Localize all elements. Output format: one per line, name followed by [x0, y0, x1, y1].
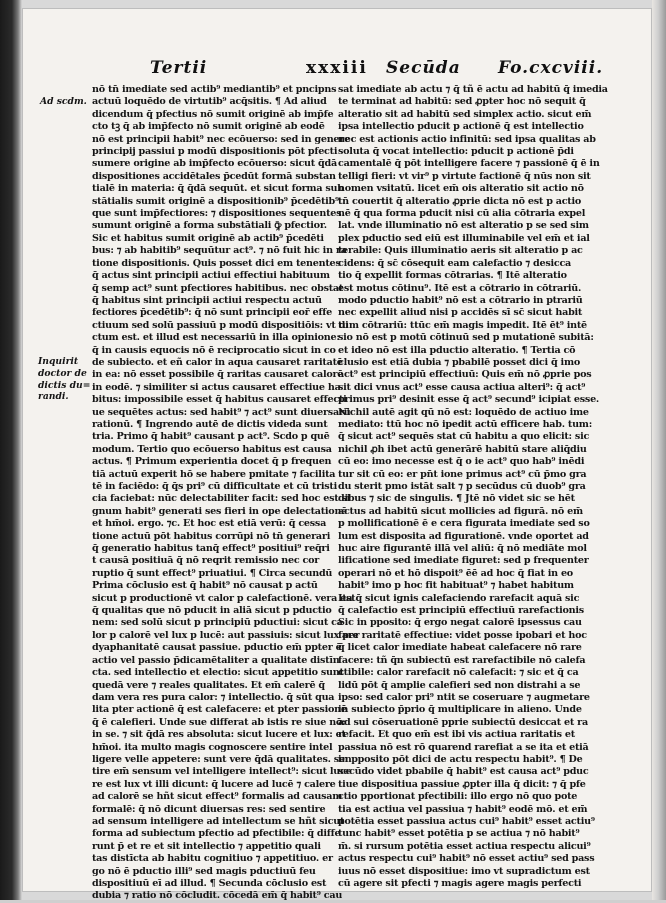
- right-text-column: [338, 84, 616, 890]
- text-line: mediato: ttū hoc nō ipedit actū efficere hab. tum:: [338, 418, 592, 430]
- text-line: lum est disposita ad figurationē. vnde oportet ad: [338, 530, 589, 542]
- text-line: tria. Primo q̄ habit⁹ causant p act⁹. Scdo p quē: [92, 431, 330, 443]
- header-distinction-number: xxxiii: [306, 58, 368, 78]
- text-line: ad sui cōseruationē pprie subiectū desiccat et ra: [338, 716, 588, 728]
- text-line: actuū loquēdo de virtutib⁹ acq̄sitis. ¶ Ad aliud: [92, 96, 327, 108]
- text-line: lor p calorē vel lux p lucē: aut passiuis: sicut lux per: [92, 629, 360, 641]
- text-line: q̄ ē calefieri. Unde sue differat ab istis re siue nō:: [92, 716, 346, 728]
- text-line: refacit. Et quo em̄ est ibi vis actiua raritatis et: [338, 729, 575, 741]
- text-line: facere: tñ q̄n subiectū est rarefactibile nō calefa: [338, 654, 586, 666]
- left-text-column: [92, 84, 360, 903]
- text-line: alteratio sit ad habitū sed simplex actio. sicut em̄: [338, 108, 592, 120]
- text-line: runt p̄ et re et sit intellectio ⁊ appetitio quali: [92, 840, 321, 852]
- text-line: ctio pportionat pfectibili: illo ergo nō quo pote: [338, 791, 578, 803]
- text-line: actus ad habitū sicut mollicies ad figurā. nō em̄: [338, 505, 583, 517]
- text-line: ad calorē se hñt sicut effect⁹ formalis ad causam: [92, 791, 343, 803]
- page-edge: [652, 0, 666, 900]
- text-line: ipsa intellectio pducit p actionē q̄ est intellectio: [338, 121, 584, 133]
- text-line: dispositiones accidētales p̄cedūt formā substan: [92, 170, 336, 182]
- text-line: nichil ꝓh ibet actū generārē habitū stare aliq̄diu: [338, 443, 587, 455]
- text-line: nē q̄ qua forma pducit nisi cū alia cōtraria expel: [338, 208, 586, 220]
- text-line: ctibile: calor rarefacit nō calefacit: ⁊ sic et q̄ ca: [338, 667, 579, 679]
- text-line: clusio est etiā dubia ⁊ pbabilē posset dici q̄ imo: [338, 356, 580, 368]
- text-line: tē in faciēdo: q̄ q̄s pri⁹ cū difficultate et cū tristi: [92, 481, 337, 492]
- text-line: dyaphanitatē causat passiue. pductio em̄ ppter ē: [92, 642, 342, 654]
- text-line: ad sensum intelligere ad intellectum se hñt sicut: [92, 815, 345, 827]
- text-line: tiā actuū experit hō se habere pmitate ⁊ facilita: [92, 468, 336, 480]
- text-line: dibus ⁊ sic de singulis. ¶ Jtē nō videt sic se hēt: [338, 493, 575, 505]
- text-line: fare raritatē effectiue: videt posse ipobari et hoc: [338, 629, 587, 641]
- text-line: de subiecto. et eñ calor in aqua causaret raritatē: [92, 356, 343, 368]
- text-line: secūdo videt pbabile q̄ habit⁹ est causa act⁹ pduc: [338, 766, 589, 778]
- text-line: dubia ⁊ ratio nō cōcludit. cōcedā em̄ q̄ habit⁹ cau: [92, 890, 343, 902]
- text-line: cto tꝫ q̄ ab imp̄fecto nō sumit originē ab eodē: [92, 121, 325, 133]
- text-line: ue sequētes actus: sed habit⁹ ⁊ act⁹ sunt diuersarū: [92, 406, 351, 418]
- header-question-title: Secūda: [386, 58, 461, 78]
- text-line: telligi fieri: vt vir⁹ p virtute factionē q̄ nūs non sit: [338, 170, 591, 182]
- text-line: ctum est. et illud est necessariū in illa opinione:: [92, 332, 340, 344]
- text-line: go nō ē pductio illi⁹ sed magis pductiuū feu: [92, 865, 316, 877]
- text-line: tiue dispositiua passiue ꝓpter illa q̄ dicit: ⁊ q̄ pfe: [338, 778, 586, 790]
- text-line: et ideo nō est illa pductio alteratio. ¶ Tertia cō: [338, 344, 576, 356]
- text-line: in ea: nō esset possibile q̄ raritas causaret calorē: [92, 369, 344, 381]
- text-line: passiua nō est rō quarend rarefiat a se ita et etiā: [338, 741, 589, 753]
- text-line: iuus nō esset dispositiue: imo vt supradictum est: [338, 865, 590, 877]
- text-line: q̄ semp act⁹ sunt pfectiores habitibus. nec obstat: [92, 282, 344, 294]
- text-line: sicut p productionē vt calor p calefactionē. vera est: [92, 592, 356, 604]
- text-line: primus pri⁹ desinit esse q̄ act⁹ secund⁹ icipiat esse.: [338, 394, 600, 406]
- text-line: hm̄oi. ita multo magis cognoscere sentire intel: [92, 741, 333, 753]
- text-line: operari nō et hō dispoit⁹ ēē ad hoc q̄ fiat in eo: [338, 567, 573, 579]
- text-line: act⁹ est principiū effectiuū: Quis em̄ nō ꝓprie pos: [338, 369, 592, 381]
- text-line: potētia esset passiua actus cui⁹ habit⁹ esset actiu⁹: [338, 815, 595, 827]
- text-line: lita pter actionē q̄ est calefacere: et pter passionē: [92, 704, 347, 716]
- text-line: m̄. si rursum potētia esset actiua respectu alicui⁹: [338, 840, 591, 852]
- text-line: tialē in materia: q̄ q̄dā sequūt. et sicut forma sub: [92, 183, 344, 195]
- text-line: sat imediate ab actu ⁊ q̄ tñ ē actu ad habitū q̄ imedia: [338, 84, 608, 95]
- text-line: tunc habit⁹ esset potētia p se actiua ⁊ nō habit⁹: [338, 828, 580, 840]
- header-folio-number: Fo.cxcviii.: [498, 58, 604, 78]
- margin-note-inquirit: Inquirit doctor de dictis du= randi.: [38, 356, 91, 403]
- text-line: tn̄ couertit q̄ alteratio ꝓprie dicta nō est p actio: [338, 195, 582, 207]
- text-line: lat. vnde illuminatio nō est alteratio p se sed sim: [338, 220, 589, 232]
- text-line: in se. ⁊ sit q̄dā res absoluta: sicut lucere et lux: et: [92, 729, 346, 741]
- text-line: huc aire figurantē illā vel aliū: q̄ nō mediāte mol: [338, 543, 587, 555]
- text-line: modo pductio habit⁹ nō est a cōtrario in ptrariū: [338, 294, 583, 306]
- text-line: principij passiui p modū dispositionis pōt pfecti: [92, 146, 338, 158]
- text-line: nec expellit aliud nisi p accidēs sī sc̄ sicut habit: [338, 307, 583, 319]
- text-line: ctiuum sed solū passiuū p modū dispositiōis: vt di: [92, 319, 349, 331]
- text-line: cta. sed intellectio et electio: sicut appetitio sunt: [92, 667, 344, 679]
- text-line: que sunt imp̄fectiores: ⁊ dispositiones sequentes: [92, 208, 342, 220]
- text-line: tia est actiua vel passiua ⁊ habit⁹ eodē mō. et em̄: [338, 803, 588, 815]
- text-line: gnum habit⁹ generati ses fieri in ope delectationē: [92, 505, 348, 517]
- text-line: q̄ calefactio est principiū effectiuū rarefactionis: [338, 605, 584, 617]
- text-line: habit⁹ imo p hoc fit habituat⁹ ⁊ habet habitum: [338, 580, 574, 592]
- text-line: in pposito pōt dici de actu respectu habit⁹. ¶ De: [338, 753, 583, 765]
- binding-gutter: [0, 0, 22, 900]
- text-line: tas distīcta ab habitu cognitiuo ⁊ appetitiuo. er: [92, 853, 333, 865]
- text-line: sumunt originē a forma substātiali ꝙ̄ pfectior.: [92, 220, 327, 232]
- text-line: actio vel passio p̄dicamētaliter a qualitate distīn: [92, 654, 340, 666]
- text-line: in subiecto p̄prio q̄ multiplicare in alieno. Unde: [338, 704, 582, 716]
- text-line: Sic et habitus sumit originē ab actib⁹ p̄cedēti: [92, 232, 324, 244]
- text-line: bitus: impossibile esset q̄ habitus causaret effecti: [92, 394, 347, 406]
- text-line: fectiores p̄cedētib⁹: q̄ nō sunt principii eor̄ effe: [92, 307, 332, 319]
- text-line: re est lux vt illi dicunt: q̄ lucere ad lucē ⁊ calere: [92, 778, 336, 790]
- text-line: te terminat ad habitū: sed ꝓpter hoc nō sequit q̄: [338, 96, 586, 108]
- text-line: p mollificationē ē e cera figurata imediate sed so: [338, 518, 590, 530]
- text-line: soluta q̄ vocat intellectio: pducit p actionē p̄di: [338, 146, 574, 158]
- text-line: sio nō est p motū cōtinuū sed p mutationē subitā:: [338, 332, 594, 344]
- text-line: cidens: q̄ sc̄ cōsequit eam calefactio ⁊ desicca: [338, 257, 572, 269]
- text-line: q̄ qualitas que nō pducit in aliā sicut p pductio: [92, 605, 332, 617]
- text-line: forma ad subiectum pfectio ad pfectibile: q̄ diffe: [92, 828, 341, 840]
- text-line: dam vera res pura calor: ⁊ intellectio. q̄ sūt qua: [92, 691, 335, 703]
- text-line: ligere velle appetere: sunt vere q̄dā qualitates. sen: [92, 753, 352, 765]
- running-header: [110, 52, 650, 82]
- text-line: q̄ sicut act⁹ sequēs stat cū habitu a quo elicit: sic: [338, 431, 590, 443]
- text-line: rationū. ¶ Ingrendo autē de dictis videda sunt: [92, 418, 328, 430]
- text-line: terabile: Quis illuminatio aeris sit alteratio p ac: [338, 245, 583, 257]
- text-line: nō tn̄ imediate sed actib⁹ mediantib⁹ et pncipns: [92, 84, 337, 95]
- text-line: tum cōtrariū: ttūc em̄ magis impedit. Itē ēt⁹ intē: [338, 319, 587, 331]
- text-line: tione actuū pōt habitus corrūpi nō tn̄ generari: [92, 530, 331, 542]
- text-line: t causā positiuā q̄ nō reqrit remissio nec cor: [92, 555, 320, 567]
- text-line: q̄ habitus sint principii actiui respectu actuū: [92, 294, 322, 306]
- text-line: lidū pōt q̄ amplie calefieri sed non distrahi a se: [338, 679, 581, 691]
- text-line: Prima cōclusio est q̄ habit⁹ nō causat p actū: [92, 580, 318, 592]
- text-line: et hm̄oi. ergo. ⁊c. Et hoc est etiā verū: q̄ cessa: [92, 518, 327, 530]
- text-line: sumere origine ab imp̄fecto ecōuerso: sicut q̄dā: [92, 158, 337, 170]
- text-line: plex pductio sed eiū est illuminabile vel em̄ et ial: [338, 232, 590, 244]
- text-line: cia faciebat: nūc delectabiliter facit: sed hoc est si: [92, 493, 351, 505]
- text-line: Sic in pposito: q̄ ergo negat calorē ipsessus cau: [338, 617, 582, 629]
- text-line: ruptio q̄ sunt effect⁹ priuatiui. ¶ Circa secundū: [92, 567, 333, 579]
- text-line: quedā vere ⁊ reales qualitates. Et em̄ calerē q̄: [92, 679, 325, 691]
- text-line: nō est principii habit⁹ nec ecōuerso: sed in genere: [92, 133, 350, 145]
- text-line: bus: ⁊ ab habitib⁹ sequūtur act⁹. ⁊ nō fuit hic in ra: [92, 245, 347, 257]
- text-line: q̄ licet calor imediate habeat calefacere nō rare: [338, 642, 582, 654]
- text-line: cū eo: imo necesse est q̄ o ie act⁹ quo hab⁹ inēdi: [338, 456, 585, 468]
- margin-note-ad-secundum: Ad scdm.: [40, 96, 87, 107]
- text-line: Nichil autē agit qū nō est: loquēdo de actiuo ime: [338, 406, 589, 418]
- text-line: tio q̄ expellit formas cōtrarias. ¶ Itē alteratio: [338, 270, 567, 282]
- text-line: q̄ generatio habitus tanq̄ effect⁹ positiui⁹ req̄ri: [92, 543, 330, 555]
- text-line: nec est actionis actio infinitū: sed ipsa qualitas ab: [338, 133, 596, 145]
- text-line: modum. Tertio quo ecōuerso habitus est causa: [92, 443, 332, 455]
- text-line: ipso: sed calor pri⁹ ntit se coseruare ⁊ augmetare: [338, 691, 590, 703]
- text-line: tire em̄ sensum vel intelligere intellect⁹: sicut luce: [92, 766, 352, 778]
- text-line: est motus cōtinu⁹. Itē est a cōtrario in cōtrariū.: [338, 282, 582, 294]
- text-line: q̄ actus sint principii actiui effectiui habituum: [92, 270, 330, 282]
- text-line: du sterit pmo istāt salt ⁊ p secūdus cū duob⁹ gra: [338, 481, 586, 492]
- text-line: Ita q̄ sicut ignis calefaciendo rarefacit aquā sic: [338, 592, 580, 604]
- header-book-title: Tertii: [150, 58, 208, 78]
- text-line: formalē: q̄ nō dicunt diuersas res: sed sentire: [92, 803, 326, 815]
- text-line: lificatione sed imediate figuret: sed p frequenter: [338, 555, 589, 567]
- text-line: actus. ¶ Primum experientia docet q̄ p frequen: [92, 456, 332, 468]
- text-line: sit dici vnus act⁹ esse causa actiua alteri⁹: q̄ act⁹: [338, 381, 586, 393]
- text-line: camentalē q̄ pōt intelligere facere ⁊ passionē q̄ ē in: [338, 158, 600, 170]
- text-line: dicendum q̄ pfectius nō sumit originē ab imp̄fe: [92, 108, 334, 120]
- text-line: nomen vsitatū. licet em̄ ois alteratio sit actio nō: [338, 183, 584, 195]
- text-line: q̄ in causis equocis nō ē reciprocatio sicut in co: [92, 344, 336, 356]
- text-line: tione dispositionis. Quis posset dici em tenentes: [92, 257, 341, 269]
- text-line: dispositiuū eī ad illud. ¶ Secunda cōclusio est: [92, 878, 327, 889]
- text-line: tur sit cū eo: er pn̄t ione primus act⁹ cū p̄mo gra: [338, 468, 587, 480]
- text-line: stātialis sumit originē a dispositionib⁹ p̄cedētib⁹: [92, 195, 339, 207]
- text-line: actus respectu cui⁹ habit⁹ nō esset actiu⁹ sed pass: [338, 853, 595, 865]
- text-line: cū agere sit pfecti ⁊ magis agere magis perfecti: [338, 878, 582, 889]
- text-line: nem: sed solū sicut p principiū pductiui: sicut ca: [92, 617, 343, 629]
- text-line: in eodē. ⁊ similiter si actus causaret effectiue ha: [92, 381, 341, 393]
